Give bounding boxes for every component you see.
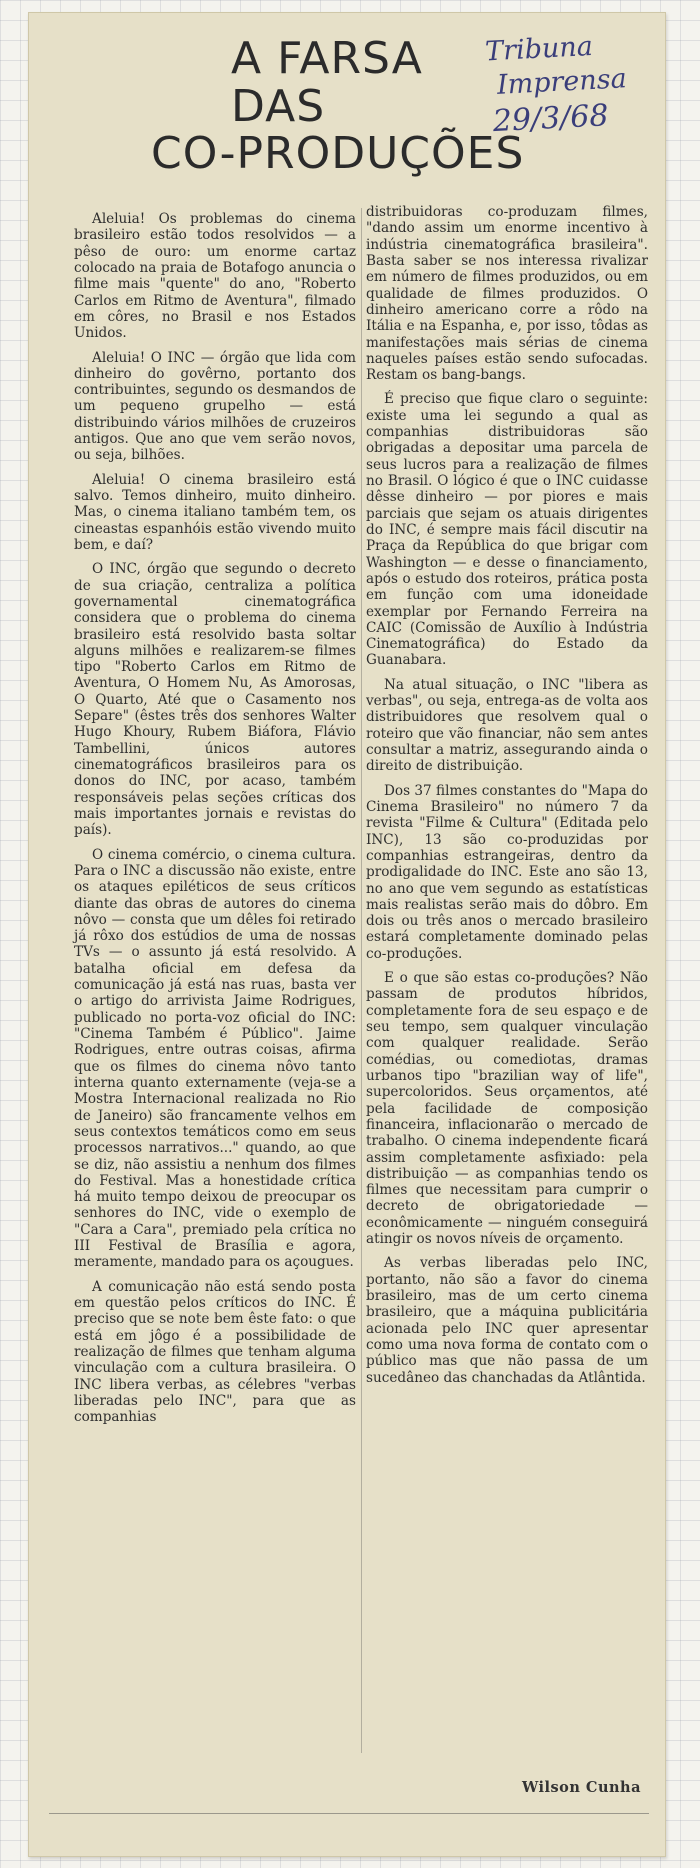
paragraph: Dos 37 filmes constantes do "Mapa do Cinema Brasileiro" no número 7 da revista "Filme & Cultura" (Editada pelo INC), 13 são co-produzidas por companhias estrangeiras, dentro da prodigalidade do INC. Este ano são 13, no ano que vem segundo as estatísticas mais realistas serão mais do dôbro. Em dois ou três anos o mercado brasileiro estará completamente dominado pelas co-produções. (366, 782, 648, 962)
author-byline: Wilson Cunha (521, 1779, 641, 1796)
headline-line-1: A FARSA (231, 33, 423, 84)
handwritten-date: 29/3/68 (491, 97, 610, 139)
handwritten-source: Tribuna (484, 30, 594, 68)
paragraph: O cinema comércio, o cinema cultura. Para o INC a discussão não existe, entre os ataques epiléticos de seus críticos diante das obras de autores do cinema nôvo — consta que um dêles foi retirado já rôxo dos estúdios de uma de nossas TVs — o assunto já está resolvido. A batalha oficial em defesa da comunicação já está nas ruas, basta ver o artigo do arrivista Jaime Rodrigues, publicado no porta-voz oficial do INC: "Cinema Também é Público". Jaime Rodrigues, entre outras coisas, afirma que os filmes do cinema nôvo tanto interna quanto externamente (veja-se a Mostra Internacional realizada no Rio de Janeiro) são francamente velhos em seus contextos temáticos como em seus processos narrativos..." quando, ao que se diz, não assistiu a nenhum dos filmes do Festival. Mas a honestidade crítica há muito tempo deixou de preocupar os senhores do INC, vide o exemplo de "Cara a Cara", premiado pela crítica no III Festival de Brasília e agora, meramente, mandado para os açougues. (74, 846, 356, 1271)
bottom-rule (49, 1813, 649, 1814)
paragraph: distribuidoras co-produzam filmes, "dando assim um enorme incentivo à indústria cinematográfica brasileira". Basta saber se nos interessa rivalizar em número de filmes produzidos, ou em qualidade de filmes produzidos. O dinheiro americano corre a rôdo na Itália e na Espanha, e, por isso, tôdas as manifestações mais sérias de cinema naqueles países estão sendo sufocadas. Restam os bang-bangs. (366, 204, 648, 384)
paragraph: Aleluia! O INC — órgão que lida com dinheiro do govêrno, portanto dos contribuintes, segundo os desmandos de um pequeno grupelho — está distribuindo vários milhões de cruzeiros antigos. Que ano que vem serão novos, ou seja, bilhões. (74, 349, 356, 464)
newspaper-clipping (28, 12, 666, 1857)
handwritten-publication: Imprensa (496, 62, 628, 101)
article-column-right (366, 204, 648, 1394)
handwritten-note (484, 27, 659, 141)
paragraph: Aleluia! O cinema brasileiro está salvo. Temos dinheiro, muito dinheiro. Mas, o cinema italiano também tem, os cineastas espanhóis estão vivendo muito bem, e daí? (74, 471, 356, 553)
paragraph: Na atual situação, o INC "libera as verbas", ou seja, entrega-as de volta aos distribuidores que resolvem qual o roteiro que vão financiar, não sem antes consultar a matriz, assegurando ainda o direito de distribuição. (366, 676, 648, 775)
paragraph: É preciso que fique claro o seguinte: existe uma lei segundo a qual as companhias distribuidoras são obrigadas a depositar uma parcela de seus lucros para a realização de filmes no Brasil. O lógico é que o INC cuidasse dêsse dinheiro — por piores e mais parciais que sejam os atuais dirigentes do INC, é sempre mais fácil discutir na Praça da República do que brigar com Washington — e desse o financiamento, após o estudo dos roteiros, prática posta em função com uma idoneidade exemplar por Fernando Ferreira na CAIC (Comissão de Auxílio à Indústria Cinematográfica) do Estado da Guanabara. (366, 391, 648, 669)
paragraph: A comunicação não está sendo posta em questão pelos críticos do INC. É preciso que se note bem êste fato: o que está em jôgo é a possibilidade de realização de filmes que tenham alguma vinculação com a cultura brasileira. O INC libera verbas, as célebres "verbas liberadas pelo INC", para que as companhias (74, 1278, 356, 1426)
paragraph: E o que são estas co-produções? Não passam de produtos híbridos, completamente fora de seu espaço e de seu tempo, sem qualquer vinculação com qualquer realidade. Serão comédias, ou comediotas, dramas urbanos tipo "brazilian way of life", supercoloridos. Seus orçamentos, até pela facilidade de composição financeira, inflacionarão o mercado de trabalho. O cinema independente ficará assim completamente asfixiado: pela distribuição — as companhias tendo os filmes que necessitam para cumprir o decreto de obrigatoriedade — econômicamente — ninguém conseguirá atingir os novos níveis de orçamento. (366, 970, 648, 1248)
paragraph: O INC, órgão que segundo o decreto de sua criação, centraliza a política governamental cinematográfica considera que o problema do cinema brasileiro está resolvido basta soltar alguns milhões e realizarem-se filmes tipo "Roberto Carlos em Ritmo de Aventura, O Homem Nu, As Amorosas, O Quarto, Até que o Casamento nos Separe" (êstes três dos senhores Walter Hugo Khoury, Rubem Biáfora, Flávio Tambellini, únicos autores cinematográficos brasileiros para os donos do INC, por acaso, também responsáveis pelas seções críticas dos mais importantes jornais e revistas do país). (74, 561, 356, 839)
paragraph: Aleluia! Os problemas do cinema brasileiro estão todos resolvidos — a pêso de ouro: um enorme cartaz colocado na praia de Botafogo anuncia o filme mais "quente" do ano, "Roberto Carlos em Ritmo de Aventura", filmado em côres, no Brasil e nos Estados Unidos. (74, 211, 356, 342)
headline-line-2: DAS (231, 80, 326, 132)
paragraph: As verbas liberadas pelo INC, portanto, não são a favor do cinema brasileiro, mas de um certo cinema brasileiro, que a máquina publicitária acionada pelo INC quer apresentar como uma nova forma de contato com o público mas que não passa de um sucedâneo das chanchadas da Atlântida. (366, 1255, 648, 1386)
column-divider (361, 208, 362, 1753)
article-column-left (74, 211, 356, 1434)
headline-line-3: CO-PRODUÇÕES (151, 128, 525, 180)
